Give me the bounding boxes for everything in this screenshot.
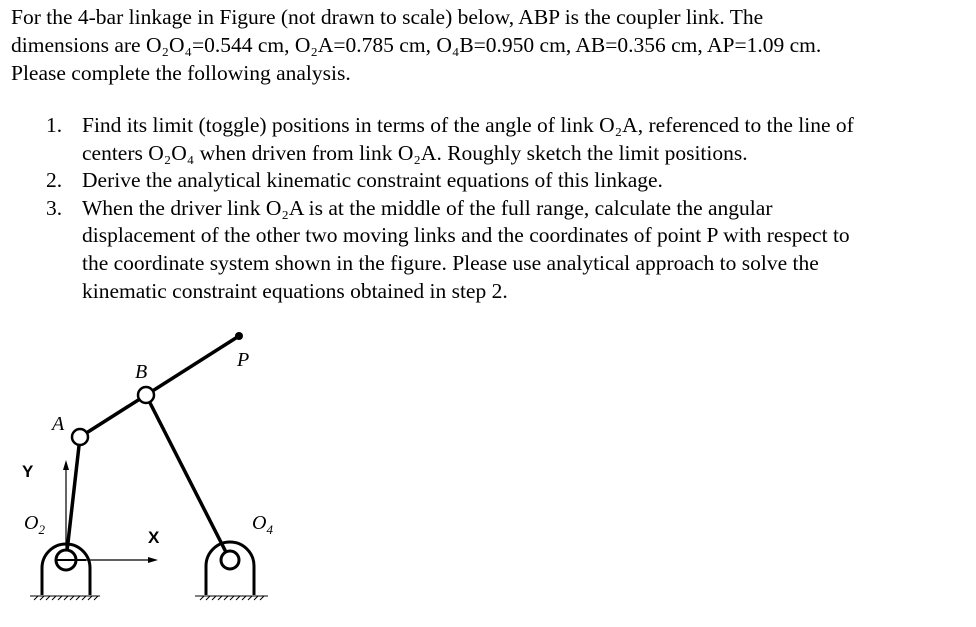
task-text-line: Derive the analytical kinematic constraint equations of this linkage. [82,168,663,193]
task-text-line: centers O₂O₄ when driven from link O₂A. Roughly sketch the limit positions. [82,140,748,165]
task-text-line: Find its limit (toggle) positions in terms of the angle of link O₂A, referenced to the line of [82,113,854,137]
label-o4-subscript: 4 [266,522,273,537]
task-item-3 [46,195,966,305]
label-p: P [237,349,250,371]
x-axis-arrowhead [148,557,158,563]
link-o2a [66,437,80,560]
joint-o4 [221,551,239,569]
task-text-line: displacement of the other two moving links and the coordinates of point P with respect to [82,223,850,248]
task-item-2 [46,167,966,195]
problem-statement-line-3: Please complete the following analysis. [11,61,351,85]
problem-statement-line-2: dimensions are O₂O₄=0.544 cm, O₂A=0.785 cm, O₄B=0.950 cm, AB=0.356 cm, AP=1.09 cm. [11,33,822,57]
task-number: 2. [46,168,63,193]
label-o4 [252,512,273,537]
label-o2 [24,512,45,537]
problem-statement-line-1: For the 4-bar linkage in Figure (not drawn to scale) below, ABP is the coupler link. The [11,5,764,29]
task-item-1 [46,112,966,167]
problem-statement [11,3,966,87]
label-y-axis: Y [22,462,34,481]
y-axis-arrowhead [63,460,69,470]
four-bar-linkage-figure [0,300,320,620]
label-b: B [135,361,148,383]
ground-hatch-o4 [195,596,268,600]
task-text-line: When the driver link O₂A is at the middle of the full range, calculate the angular [82,195,773,220]
task-number: 3. [46,195,63,220]
label-a: A [52,413,65,435]
point-p [235,332,243,340]
task-number: 1. [46,113,63,137]
task-text-line: kinematic constraint equations obtained in step 2. [82,278,508,303]
joint-a [72,429,88,445]
task-text-line: the coordinate system shown in the figure. Please use analytical approach to solve the [82,250,819,275]
joint-b [138,387,154,403]
ground-hatch-o2 [30,596,100,600]
label-o2-subscript: 2 [38,522,45,537]
label-o2-letter: O [24,512,39,534]
label-x-axis: X [148,528,160,547]
task-list [46,112,966,305]
label-o4-letter: O [252,512,267,534]
